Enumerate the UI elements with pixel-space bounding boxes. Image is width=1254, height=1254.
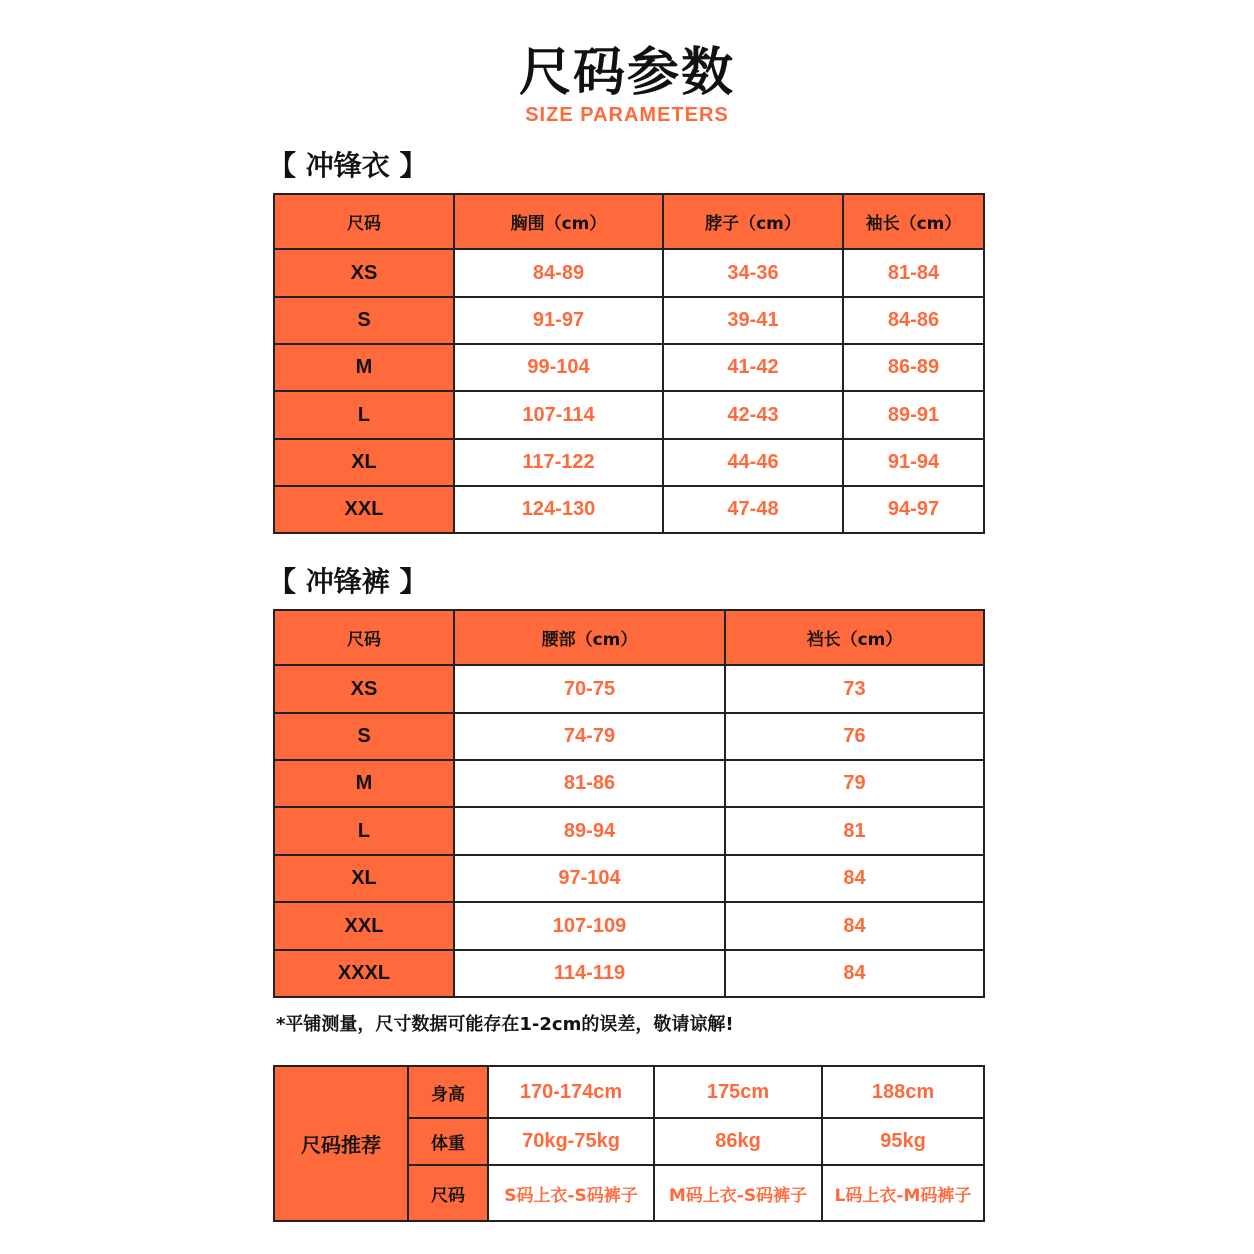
weight-value: 70kg-75kg: [488, 1118, 654, 1165]
measurement-cell: 74-79: [454, 713, 725, 760]
table-row: [274, 855, 984, 902]
measurement-cell: 99-104: [454, 344, 663, 391]
column-header: 袖长（cm）: [843, 194, 984, 249]
measurement-cell: 91-94: [843, 439, 984, 486]
table-row: [274, 297, 984, 344]
height-value: 175cm: [654, 1066, 822, 1118]
column-header: 胸围（cm）: [454, 194, 663, 249]
size-cell: M: [274, 760, 454, 807]
measurement-cell: 94-97: [843, 486, 984, 533]
measurement-cell: 81-86: [454, 760, 725, 807]
table-row: [274, 439, 984, 486]
measurement-cell: 117-122: [454, 439, 663, 486]
table-row: [274, 486, 984, 533]
table-row: [274, 713, 984, 760]
column-header: 腰部（cm）: [454, 610, 725, 665]
measurement-note: *平铺测量，尺寸数据可能存在1-2cm的误差，敬请谅解!: [276, 1014, 734, 1035]
size-cell: XXL: [274, 902, 454, 950]
measurement-cell: 89-94: [454, 807, 725, 855]
table-row: [274, 344, 984, 391]
measurement-cell: 79: [725, 760, 984, 807]
height-label: 身高: [408, 1066, 488, 1118]
height-value: 170-174cm: [488, 1066, 654, 1118]
measurement-cell: 84-89: [454, 249, 663, 297]
table-row: [274, 807, 984, 855]
table-row: [274, 760, 984, 807]
measurement-cell: 84: [725, 902, 984, 950]
measurement-cell: 41-42: [663, 344, 843, 391]
size-cell: XXXL: [274, 950, 454, 997]
measurement-cell: 97-104: [454, 855, 725, 902]
size-cell: XS: [274, 249, 454, 297]
measurement-cell: 107-114: [454, 391, 663, 439]
column-header: 尺码: [274, 194, 454, 249]
measurement-cell: 81: [725, 807, 984, 855]
size-cell: S: [274, 713, 454, 760]
measurement-cell: 86-89: [843, 344, 984, 391]
table-header-row: [274, 194, 984, 249]
column-header: 裆长（cm）: [725, 610, 984, 665]
table-row: [274, 249, 984, 297]
height-value: 188cm: [822, 1066, 984, 1118]
recommend-label: 尺码推荐: [274, 1066, 408, 1221]
measurement-cell: 73: [725, 665, 984, 713]
table-row: [274, 950, 984, 997]
measurement-cell: 42-43: [663, 391, 843, 439]
weight-value: 86kg: [654, 1118, 822, 1165]
size-cell: L: [274, 807, 454, 855]
size-cell: XL: [274, 439, 454, 486]
size-cell: XXL: [274, 486, 454, 533]
recommended-size: S码上衣-S码裤子: [488, 1165, 654, 1221]
column-header: 脖子（cm）: [663, 194, 843, 249]
measurement-cell: 81-84: [843, 249, 984, 297]
measurement-cell: 84: [725, 950, 984, 997]
size-cell: XS: [274, 665, 454, 713]
size-label: 尺码: [408, 1165, 488, 1221]
size-cell: S: [274, 297, 454, 344]
recommended-size: L码上衣-M码裤子: [822, 1165, 984, 1221]
pants-section-title: 【 冲锋裤 】: [268, 565, 428, 598]
measurement-cell: 47-48: [663, 486, 843, 533]
size-cell: XL: [274, 855, 454, 902]
pants-size-table: [273, 609, 985, 998]
jacket-size-table: [273, 193, 985, 534]
measurement-cell: 114-119: [454, 950, 725, 997]
measurement-cell: 70-75: [454, 665, 725, 713]
measurement-cell: 39-41: [663, 297, 843, 344]
table-row: [274, 665, 984, 713]
weight-value: 95kg: [822, 1118, 984, 1165]
table-header-row: [274, 610, 984, 665]
size-cell: L: [274, 391, 454, 439]
measurement-cell: 84: [725, 855, 984, 902]
measurement-cell: 91-97: [454, 297, 663, 344]
measurement-cell: 76: [725, 713, 984, 760]
measurement-cell: 124-130: [454, 486, 663, 533]
size-cell: M: [274, 344, 454, 391]
measurement-cell: 89-91: [843, 391, 984, 439]
column-header: 尺码: [274, 610, 454, 665]
measurement-cell: 107-109: [454, 902, 725, 950]
table-row: [274, 391, 984, 439]
jacket-section-title: 【 冲锋衣 】: [268, 149, 428, 182]
measurement-cell: 84-86: [843, 297, 984, 344]
table-row: [274, 902, 984, 950]
page-subtitle: SIZE PARAMETERS: [525, 104, 729, 126]
recommended-size: M码上衣-S码裤子: [654, 1165, 822, 1221]
weight-label: 体重: [408, 1118, 488, 1165]
measurement-cell: 44-46: [663, 439, 843, 486]
page-title: 尺码参数: [518, 43, 735, 103]
size-recommendation-table: [273, 1065, 985, 1222]
measurement-cell: 34-36: [663, 249, 843, 297]
